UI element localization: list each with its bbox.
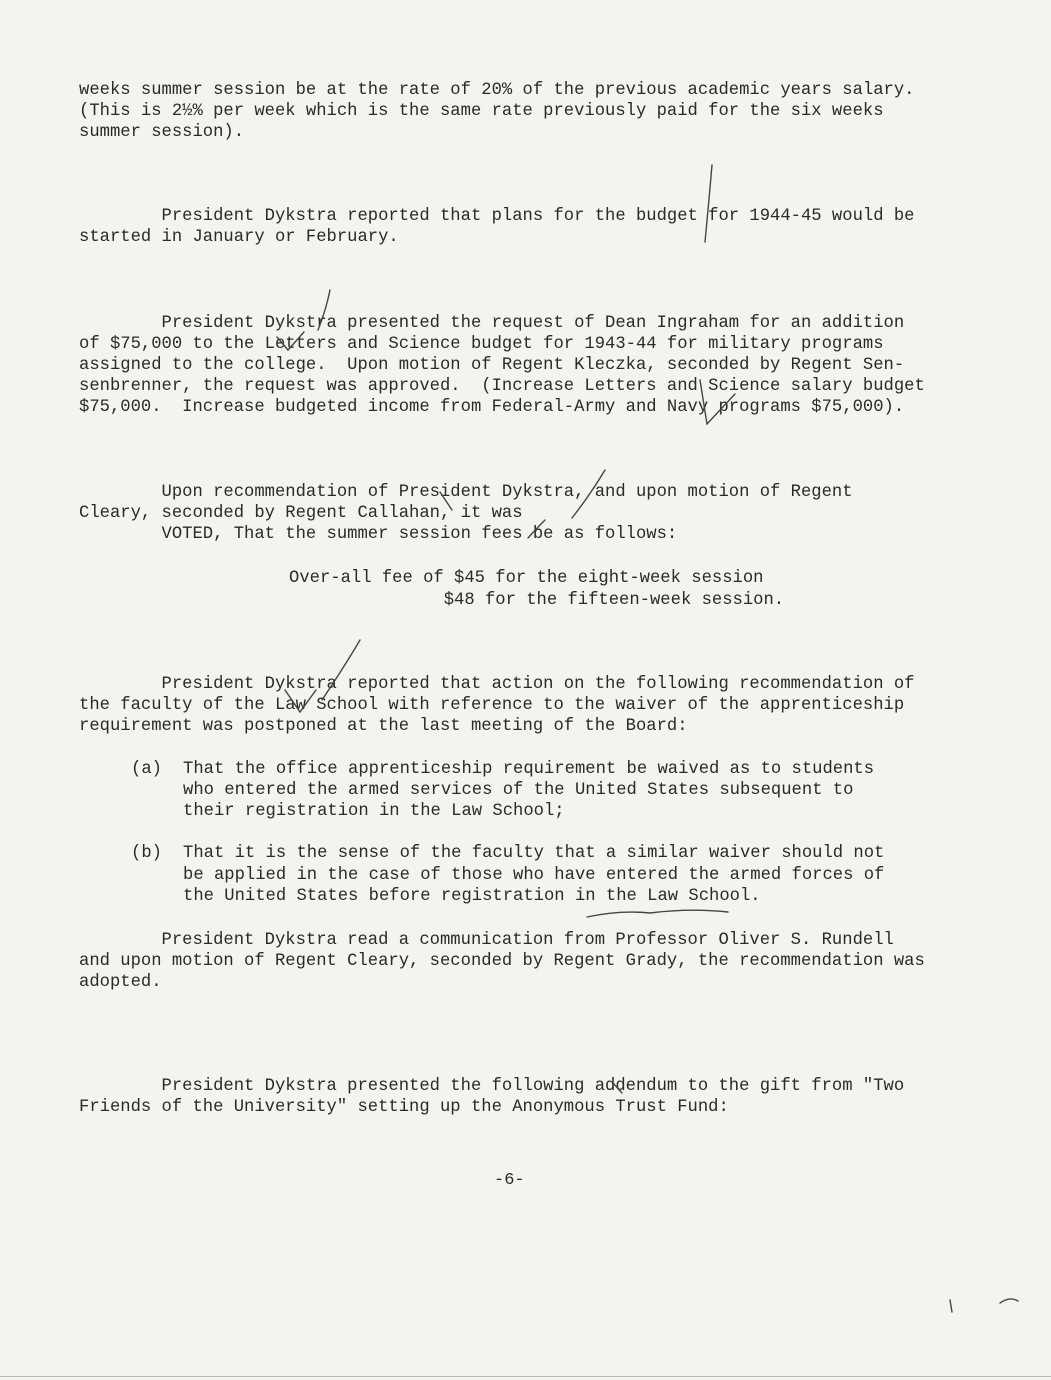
page-number: -6- xyxy=(494,1171,525,1190)
check-mark xyxy=(613,1083,622,1093)
list-item-line: who entered the armed services of the United States subsequent to xyxy=(183,781,854,800)
check-mark xyxy=(277,332,304,350)
text-line: and upon motion of Regent Cleary, seconded by Regent Grady, the recommendation was xyxy=(79,952,925,971)
list-item-line: That the office apprenticeship requirement be waived as to students xyxy=(183,760,875,779)
text-line: senbrenner, the request was approved. (Increase Letters and Science salary budget xyxy=(79,377,925,396)
fee-line: Over-all fee of $45 for the eight-week session xyxy=(289,569,764,588)
text-line: President Dykstra reported that action on the following recommendation of xyxy=(79,675,915,694)
check-mark xyxy=(440,492,452,510)
text-line: the faculty of the Law School with reference to the waiver of the apprenticeship xyxy=(79,696,905,715)
list-item-line: be applied in the case of those who have entered the armed forces of xyxy=(183,866,885,885)
list-item-line: That it is the sense of the faculty that a similar waiver should not xyxy=(183,844,885,863)
list-item-line: their registration in the Law School; xyxy=(183,802,565,821)
fee-line: $48 for the fifteen-week session. xyxy=(289,591,785,610)
text-line: Cleary, seconded by Regent Callahan, it was xyxy=(79,504,523,523)
check-mark xyxy=(318,290,330,330)
text-line: $75,000. Increase budgeted income from Federal-Army and Navy programs $75,000). xyxy=(79,398,905,417)
check-mark xyxy=(1000,1299,1018,1303)
text-line: adopted. xyxy=(79,973,162,992)
handwritten-note xyxy=(587,910,728,917)
text-line: President Dykstra presented the following addendum to the gift from "Two xyxy=(79,1077,905,1096)
text-line: requirement was postponed at the last meeting of the Board: xyxy=(79,717,688,736)
text-line: summer session). xyxy=(79,123,245,142)
scan-edge xyxy=(0,1376,1051,1377)
text-line: Friends of the University" setting up the Anonymous Trust Fund: xyxy=(79,1098,729,1117)
check-mark xyxy=(950,1300,952,1312)
text-line: assigned to the college. Upon motion of Regent Kleczka, seconded by Regent Sen- xyxy=(79,356,905,375)
check-mark xyxy=(285,690,316,712)
text-line: Upon recommendation of President Dykstra, and upon motion of Regent xyxy=(79,483,853,502)
list-item-line: the United States before registration in the Law School. xyxy=(183,887,761,906)
text-line: weeks summer session be at the rate of 20% of the previous academic years salary. xyxy=(79,81,915,100)
list-marker: (a) xyxy=(131,760,162,779)
text-line: VOTED, That the summer session fees be as follows: xyxy=(79,525,678,544)
text-line: of $75,000 to the Letters and Science budget for 1943-44 for military programs xyxy=(79,335,884,354)
check-mark xyxy=(705,165,712,242)
text-line: (This is 2½% per week which is the same rate previously paid for the six weeks xyxy=(79,102,884,121)
text-line: President Dykstra reported that plans for the budget for 1944-45 would be xyxy=(79,207,915,226)
text-line: started in January or February. xyxy=(79,228,399,247)
text-line: President Dykstra presented the request of Dean Ingraham for an addition xyxy=(79,314,905,333)
check-mark xyxy=(322,640,360,700)
text-line: President Dykstra read a communication from Professor Oliver S. Rundell xyxy=(79,931,894,950)
list-marker: (b) xyxy=(131,844,162,863)
check-mark xyxy=(528,520,545,538)
check-mark xyxy=(572,470,605,518)
check-mark xyxy=(700,380,735,424)
